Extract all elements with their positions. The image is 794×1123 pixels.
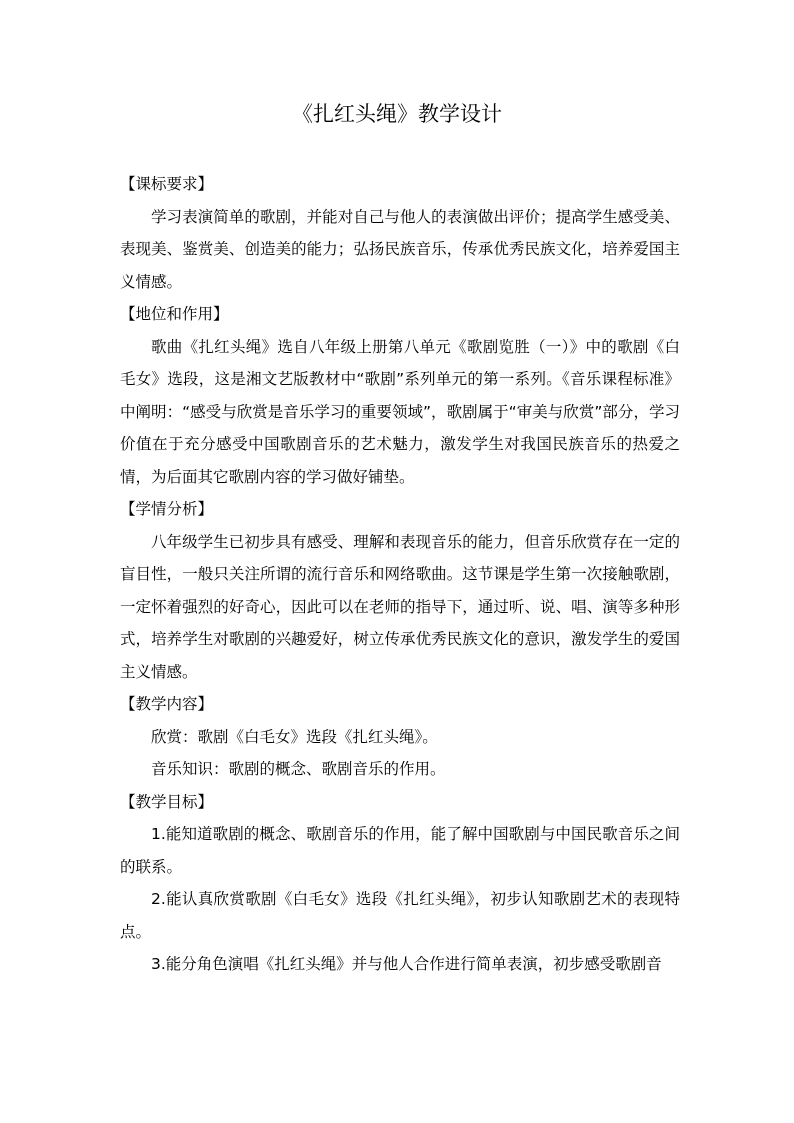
body-paragraph: 欣赏：歌剧《白毛女》选段《扎红头绳》。 bbox=[151, 727, 438, 746]
document-body bbox=[120, 168, 680, 981]
section-teaching-content bbox=[120, 688, 680, 786]
objective-item: 1.能知道歌剧的概念、歌剧音乐的作用，能了解中国歌剧与中国民歌音乐之间的联系。 bbox=[120, 825, 680, 876]
section-curriculum-requirements bbox=[120, 168, 680, 298]
body-paragraph: 八年级学生已初步具有感受、理解和表现音乐的能力，但音乐欣赏存在一定的盲目性，一般只关注所谓的流行音乐和网络歌曲。这节课是学生第一次接触歌剧，一定怀着强烈的好奇心，因此可以在老师的指导下，通过听、说、唱、演等多种形式，培养学生对歌剧的兴趣爱好，树立传承优秀民族文化的意识，激发学生的爱国主义情感。 bbox=[120, 532, 680, 681]
objective-item: 2.能认真欣赏歌剧《白毛女》选段《扎红头绳》，初步认知歌剧艺术的表现特点。 bbox=[120, 890, 680, 941]
objective-item: 3.能分角色演唱《扎红头绳》并与他人合作进行简单表演，初步感受歌剧音 bbox=[151, 955, 662, 973]
section-heading: 【课标要求】 bbox=[120, 175, 214, 193]
body-paragraph: 学习表演简单的歌剧，并能对自己与他人的表演做出评价；提高学生感受美、表现美、鉴赏美、创造美的能力；弘扬民族音乐，传承优秀民族文化，培养爱国主义情感。 bbox=[120, 207, 680, 291]
section-status-and-role bbox=[120, 298, 680, 493]
section-heading: 【教学内容】 bbox=[120, 695, 214, 713]
document-title: 《扎红头绳》教学设计 bbox=[292, 102, 502, 126]
body-paragraph: 音乐知识：歌剧的概念、歌剧音乐的作用。 bbox=[151, 760, 446, 778]
section-teaching-objectives bbox=[120, 786, 680, 981]
section-heading: 【教学目标】 bbox=[120, 792, 214, 811]
body-paragraph: 歌曲《扎红头绳》选自八年级上册第八单元《歌剧览胜（一）》中的歌剧《白毛女》选段，这是湘文艺版教材中“歌剧”系列单元的第一系列。《音乐课程标准》中阐明：“感受与欣赏是音乐学习的重要领域”，歌剧属于“审美与欣赏”部分，学习价值在于充分感受中国歌剧音乐的艺术魅力，激发学生对我国民族音乐的热爱之情，为后面其它歌剧内容的学习做好铺垫。 bbox=[120, 337, 680, 486]
section-heading: 【地位和作用】 bbox=[120, 305, 229, 323]
section-heading: 【学情分析】 bbox=[120, 500, 214, 518]
section-student-analysis bbox=[120, 493, 680, 688]
